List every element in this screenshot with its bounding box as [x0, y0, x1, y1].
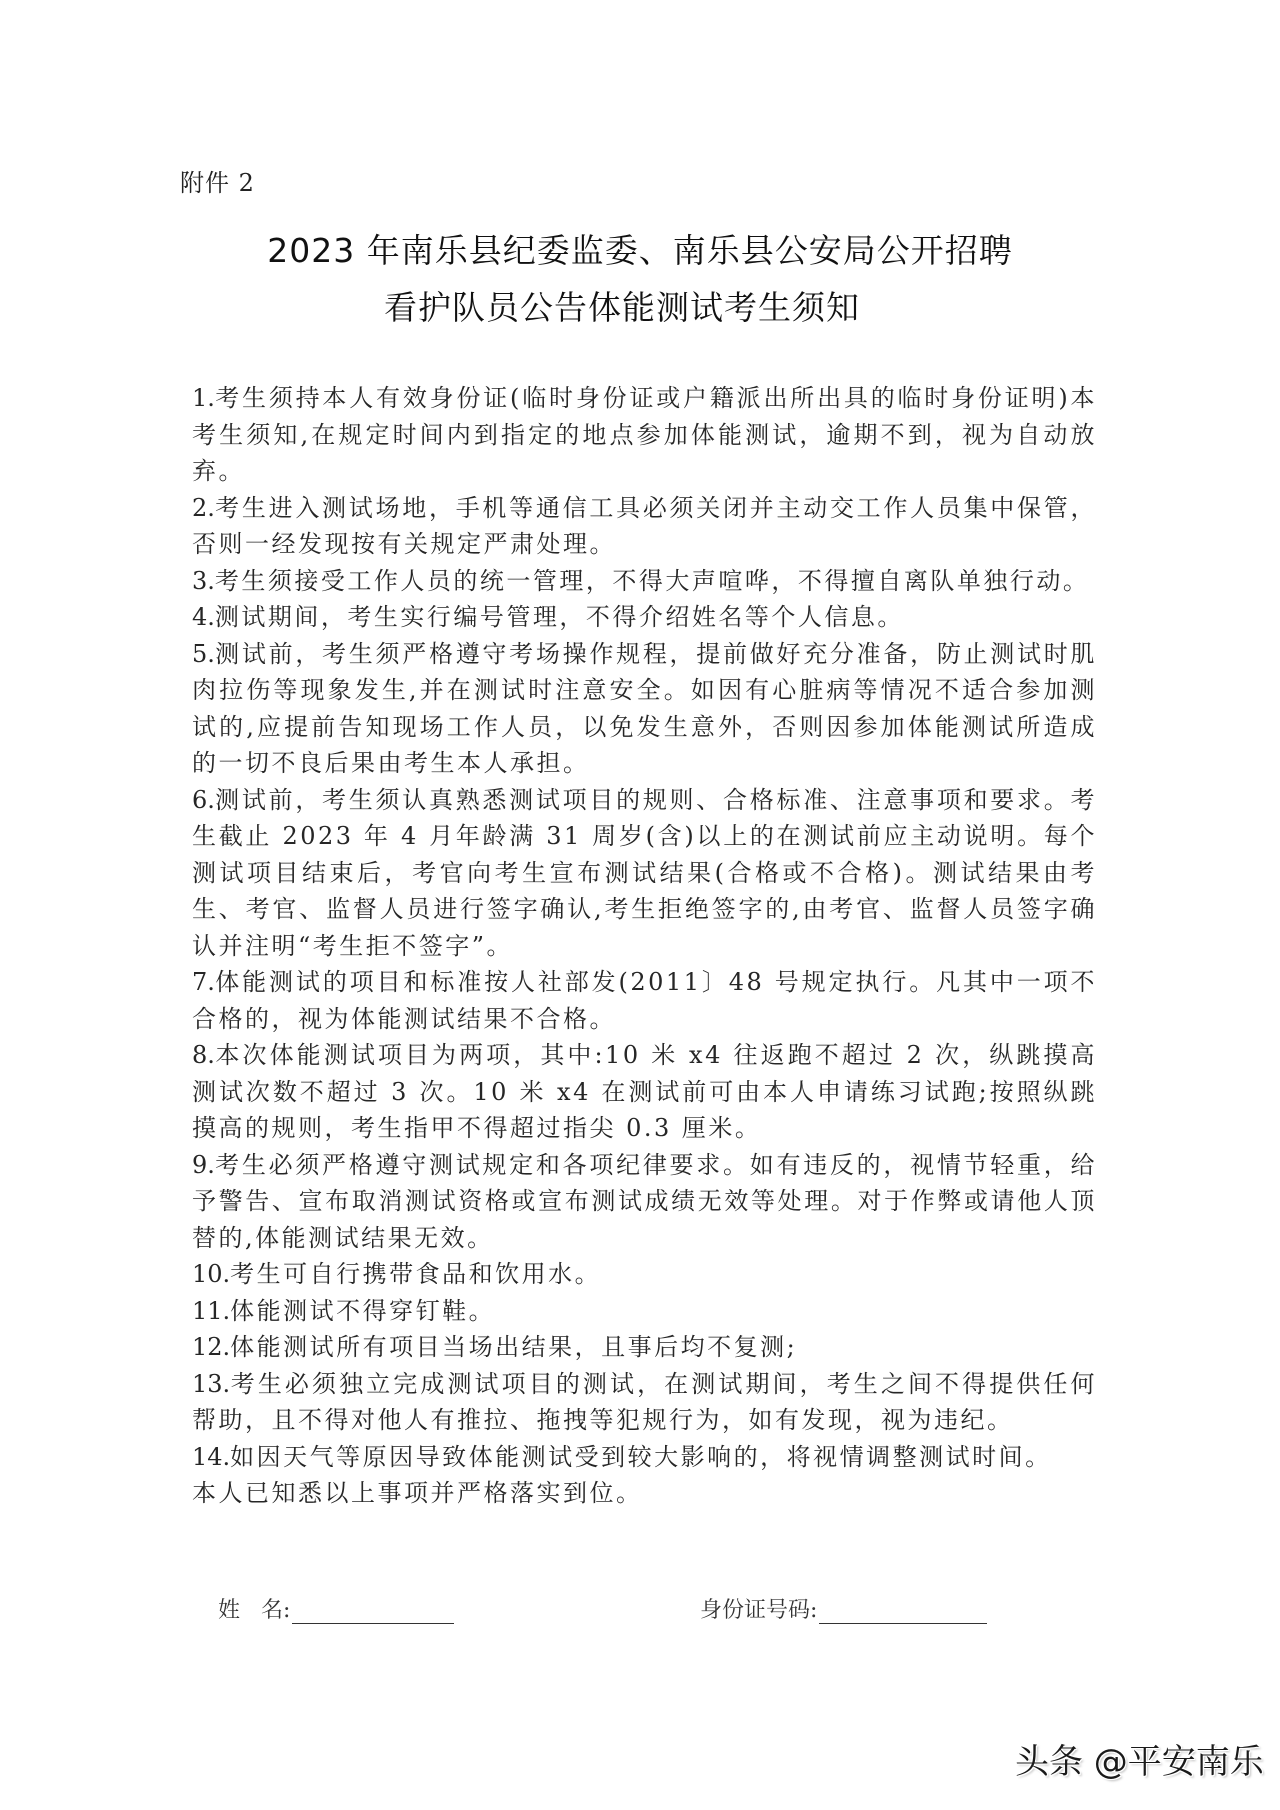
instruction-item-1: 1.考生须持本人有效身份证(临时身份证或户籍派出所出具的临时身份证明)本考生须知,在规定时间内到指定的地点参加体能测试，逾期不到，视为自动放弃。 — [192, 384, 1097, 485]
name-blank-line[interactable] — [292, 1599, 454, 1624]
acknowledgement-statement: 本人已知悉以上事项并严格落实到位。 — [192, 1479, 643, 1507]
instruction-item-8: 8.本次体能测试项目为两项，其中:10 米 x4 往返跑不超过 2 次，纵跳摸高测试次数不超过 3 次。10 米 x4 在测试前可由本人申请练习试跑;按照纵跳摸高的规则，考生指甲不得超过指尖 0.3 厘米。 — [192, 1041, 1097, 1142]
instruction-item-12: 12.体能测试所有项目当场出结果，且事后均不复测; — [192, 1333, 798, 1361]
id-number-blank-line[interactable] — [819, 1599, 987, 1624]
instruction-item-10: 10.考生可自行携带食品和饮用水。 — [192, 1260, 602, 1288]
instruction-item-3: 3.考生须接受工作人员的统一管理，不得大声喧哗，不得擅自离队单独行动。 — [192, 566, 1090, 595]
instruction-item-4: 4.测试期间，考生实行编号管理，不得介绍姓名等个人信息。 — [192, 603, 904, 631]
document-title-line-2: 看护队员公告体能测试考生须知 — [384, 288, 860, 327]
instruction-item-11: 11.体能测试不得穿钉鞋。 — [192, 1296, 496, 1325]
instruction-item-5: 5.测试前，考生须严格遵守考场操作规程，提前做好充分准备，防止测试时肌肉拉伤等现象发生,并在测试时注意安全。如因有心脏病等情况不适合参加测试的,应提前告知现场工作人员，以免发生意外，否则因参加体能测试所造成的一切不良后果由考生本人承担。 — [192, 639, 1097, 777]
instructions-body — [192, 380, 1097, 1512]
attachment-label: 附件 2 — [180, 169, 255, 197]
instruction-item-14: 14.如因天气等原因导致体能测试受到较大影响的，将视情调整测试时间。 — [192, 1442, 1052, 1471]
instruction-item-13: 13.考生必须独立完成测试项目的测试，在测试期间，考生之间不得提供任何帮助，且不得对他人有推拉、拖拽等犯规行为，如有发现，视为违纪。 — [192, 1369, 1097, 1434]
id-number-field[interactable] — [700, 1593, 987, 1624]
name-label: 姓 名: — [218, 1598, 291, 1623]
signature-row — [0, 1593, 1280, 1633]
instruction-item-7: 7.体能测试的项目和标准按人社部发(2011〕48 号规定执行。凡其中一项不合格的，视为体能测试结果不合格。 — [192, 968, 1097, 1033]
id-number-label: 身份证号码: — [700, 1598, 818, 1623]
source-watermark: 头条 @平安南乐 — [1015, 1742, 1264, 1782]
instruction-item-6: 6.测试前，考生须认真熟悉测试项目的规则、合格标准、注意事项和要求。考生截止 2023 年 4 月年龄满 31 周岁(含)以上的在测试前应主动说明。每个测试项目结束后，考官向考生宣布测试结果(合格或不合格)。测试结果由考生、考官、监督人员进行签字确认,考生拒绝签字的,由考官、监督人员签字确认并注明“考生拒不签字”。 — [192, 785, 1097, 960]
name-field[interactable] — [218, 1593, 454, 1624]
document-title-line-1: 2023 年南乐县纪委监委、南乐县公安局公开招聘 — [267, 231, 1013, 270]
instruction-item-9: 9.考生必须严格遵守测试规定和各项纪律要求。如有违反的，视情节轻重，给予警告、宣布取消测试资格或宣布测试成绩无效等处理。对于作弊或请他人顶替的,体能测试结果无效。 — [192, 1150, 1097, 1252]
instruction-item-2: 2.考生进入测试场地，手机等通信工具必须关闭并主动交工作人员集中保管，否则一经发现按有关规定严肃处理。 — [192, 493, 1097, 558]
